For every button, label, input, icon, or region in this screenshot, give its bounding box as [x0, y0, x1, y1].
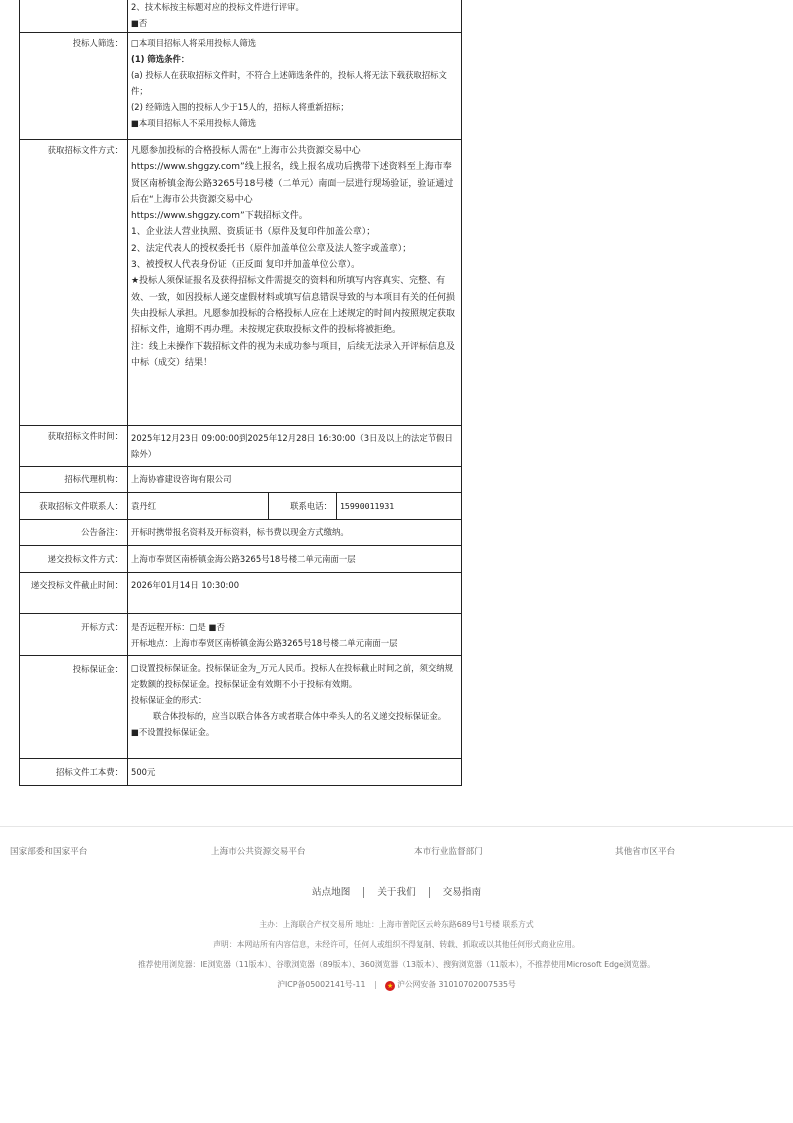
opening-line-2: 开标地点：上海市奉贤区南桥镇金海公路3265号18号楼二单元南面一层	[131, 638, 398, 648]
obtain-method-label: 获取招标文件方式：	[20, 140, 128, 426]
opening-label: 开标方式：	[20, 614, 128, 656]
sitemap-link[interactable]: 站点地图	[311, 887, 351, 898]
icp-number[interactable]: 沪ICP备05002141号-11	[277, 980, 366, 989]
remarks-value: 开标时携带报名资料及开标资料，标书费以现金方式缴纳。	[128, 520, 462, 546]
guide-link[interactable]: 交易指南	[442, 887, 482, 898]
bid-bond-label: 投标保证金：	[20, 656, 128, 759]
agency-label: 招标代理机构：	[20, 467, 128, 493]
row-agency	[20, 467, 462, 493]
submit-deadline-label: 递交投标文件截止时间：	[20, 573, 128, 614]
fee-value: 500元	[128, 759, 462, 786]
row-bid-bond	[20, 656, 462, 759]
obtain-line-5: 2、法定代表人的授权委托书（原件加盖单位公章及法人签字或盖章）；	[131, 243, 412, 254]
phone-label: 联系电话：	[269, 493, 337, 520]
row-obtain-method	[20, 140, 462, 426]
row-contact	[20, 493, 462, 520]
bidder-screening-label: 投标人筛选：	[20, 33, 128, 140]
evaluation-line-1: 2、技术标按主标题对应的投标文件进行评审。	[131, 2, 304, 12]
screening-line-3: (a) 投标人在获取招标文件时，不符合上述筛选条件的，投标人将无法下载获取招标文件；	[131, 70, 447, 96]
submit-method-value: 上海市奉贤区南桥镇金海公路3265号18号楼二单元南面一层	[128, 546, 462, 573]
obtain-line-2: https://www.shggzy.com”线上报名，线上报名成功后携带下述资料至上海市奉贤区南桥镇金海公路3265号18号楼（二单元）南面一层进行现场验证，验证通过后在“上海市公共资源交易中心	[131, 162, 454, 205]
row-opening	[20, 614, 462, 656]
row-fee	[20, 759, 462, 786]
obtain-line-1: 凡愿参加投标的合格投标人需在“上海市公共资源交易中心	[131, 146, 361, 156]
screening-line-5: ■本项目招标人不采用投标人筛选	[131, 118, 257, 128]
bond-line-3: 联合体投标的，应当以联合体各方或者联合体中牵头人的名义递交投标保证金。	[153, 711, 447, 721]
footer-divider	[0, 826, 793, 827]
footer-nav-shanghai-platform[interactable]: 上海市公共资源交易平台	[211, 847, 306, 857]
fee-label: 招标文件工本费：	[20, 759, 128, 786]
row-obtain-time	[20, 426, 462, 467]
registration-separator: |	[373, 980, 377, 989]
submit-deadline-value: 2026年01月14日 10:30:00	[128, 573, 462, 614]
screening-line-4: (2) 经筛选入围的投标人少于15人的，招标人将重新招标；	[131, 102, 349, 112]
obtain-time-value: 2025年12月23日 09:00:00到2025年12月28日 16:30:00（3日及以上的法定节假日除外）	[128, 426, 462, 467]
footer-nav-other-provinces[interactable]: 其他省市区平台	[615, 847, 676, 857]
row-bidder-screening	[20, 33, 462, 140]
link-separator	[363, 887, 364, 898]
screening-line-1: □本项目招标人将采用投标人筛选	[131, 38, 257, 48]
contact-label: 获取招标文件联系人：	[20, 493, 128, 520]
bond-line-1: □设置投标保证金。投标保证金为_万元人民币。投标人在投标截止时间之前，须交纳规定数额的投标保证金。投标保证金有效期不小于投标有效期。	[131, 663, 453, 689]
row-evaluation-label	[20, 0, 128, 33]
obtain-line-7: ★投标人须保证报名及获得招标文件需提交的资料和所填写内容真实、完整、有效、一致，如因投标人递交虚假材料或填写信息错误导致的与本项目有关的任何损失由投标人承担。凡愿参加投标的合格投标人应在上述规定的时间内按照规定获取招标文件，逾期不再办理。未按规定获取投标文件的投标将被拒绝。	[131, 276, 456, 336]
footer-nav-national[interactable]: 国家部委和国家平台	[10, 847, 88, 857]
opening-line-1: 是否远程开标：□是 ■否	[131, 622, 225, 632]
obtain-line-4: 1、企业法人营业执照、资质证书（原件及复印件加盖公章）；	[131, 227, 376, 238]
footer-host: 主办：上海联合产权交易所 地址：上海市普陀区云岭东路689号1号楼 联系方式	[259, 920, 534, 929]
bond-line-4: ■不设置投标保证金。	[131, 727, 215, 737]
row-submit-method	[20, 546, 462, 573]
remarks-label: 公告备注：	[20, 520, 128, 546]
row-evaluation	[20, 0, 462, 33]
link-separator	[429, 887, 430, 898]
obtain-line-8: 注：线上未操作下载招标文件的视为未成功参与项目，后续无法录入开评标信息及中标（成交）结果！	[131, 341, 456, 368]
obtain-line-6: 3、被授权人代表身份证（正反面 复印并加盖单位公章）。	[131, 260, 361, 271]
obtain-line-3: https://www.shggzy.com”下载招标文件。	[131, 211, 308, 222]
obtain-time-label: 获取招标文件时间：	[20, 426, 128, 467]
about-link[interactable]: 关于我们	[377, 887, 416, 898]
tender-info-table	[19, 0, 462, 786]
evaluation-line-2: ■否	[131, 18, 148, 28]
footer-registration	[0, 979, 793, 991]
bond-line-2: 投标保证金的形式：	[131, 695, 207, 705]
footer-browsers: 推荐使用浏览器：IE浏览器（11版本）、谷歌浏览器（89版本）、360浏览器（13版本）、搜狗浏览器（11版本），不推荐使用Microsoft Edge浏览器。	[137, 960, 655, 969]
phone-value: 15990011931	[337, 493, 462, 520]
agency-value: 上海协睿建设咨询有限公司	[128, 467, 462, 493]
screening-line-2: (1) 筛选条件：	[131, 54, 190, 64]
row-remarks	[20, 520, 462, 546]
police-number[interactable]: 沪公网安备 31010702007535号	[397, 980, 516, 989]
contact-value: 袁丹红	[128, 493, 269, 520]
police-emblem-icon: ★	[386, 982, 394, 990]
submit-method-label: 递交投标文件方式：	[20, 546, 128, 573]
footer-links	[0, 884, 793, 898]
footer-nav-supervision[interactable]: 本市行业监督部门	[414, 847, 483, 857]
footer-statement: 声明：本网站所有内容信息，未经许可，任何人或组织不得复制、转载、抓取或以其他任何形式商业应用。	[213, 940, 580, 949]
row-submit-deadline	[20, 573, 462, 614]
